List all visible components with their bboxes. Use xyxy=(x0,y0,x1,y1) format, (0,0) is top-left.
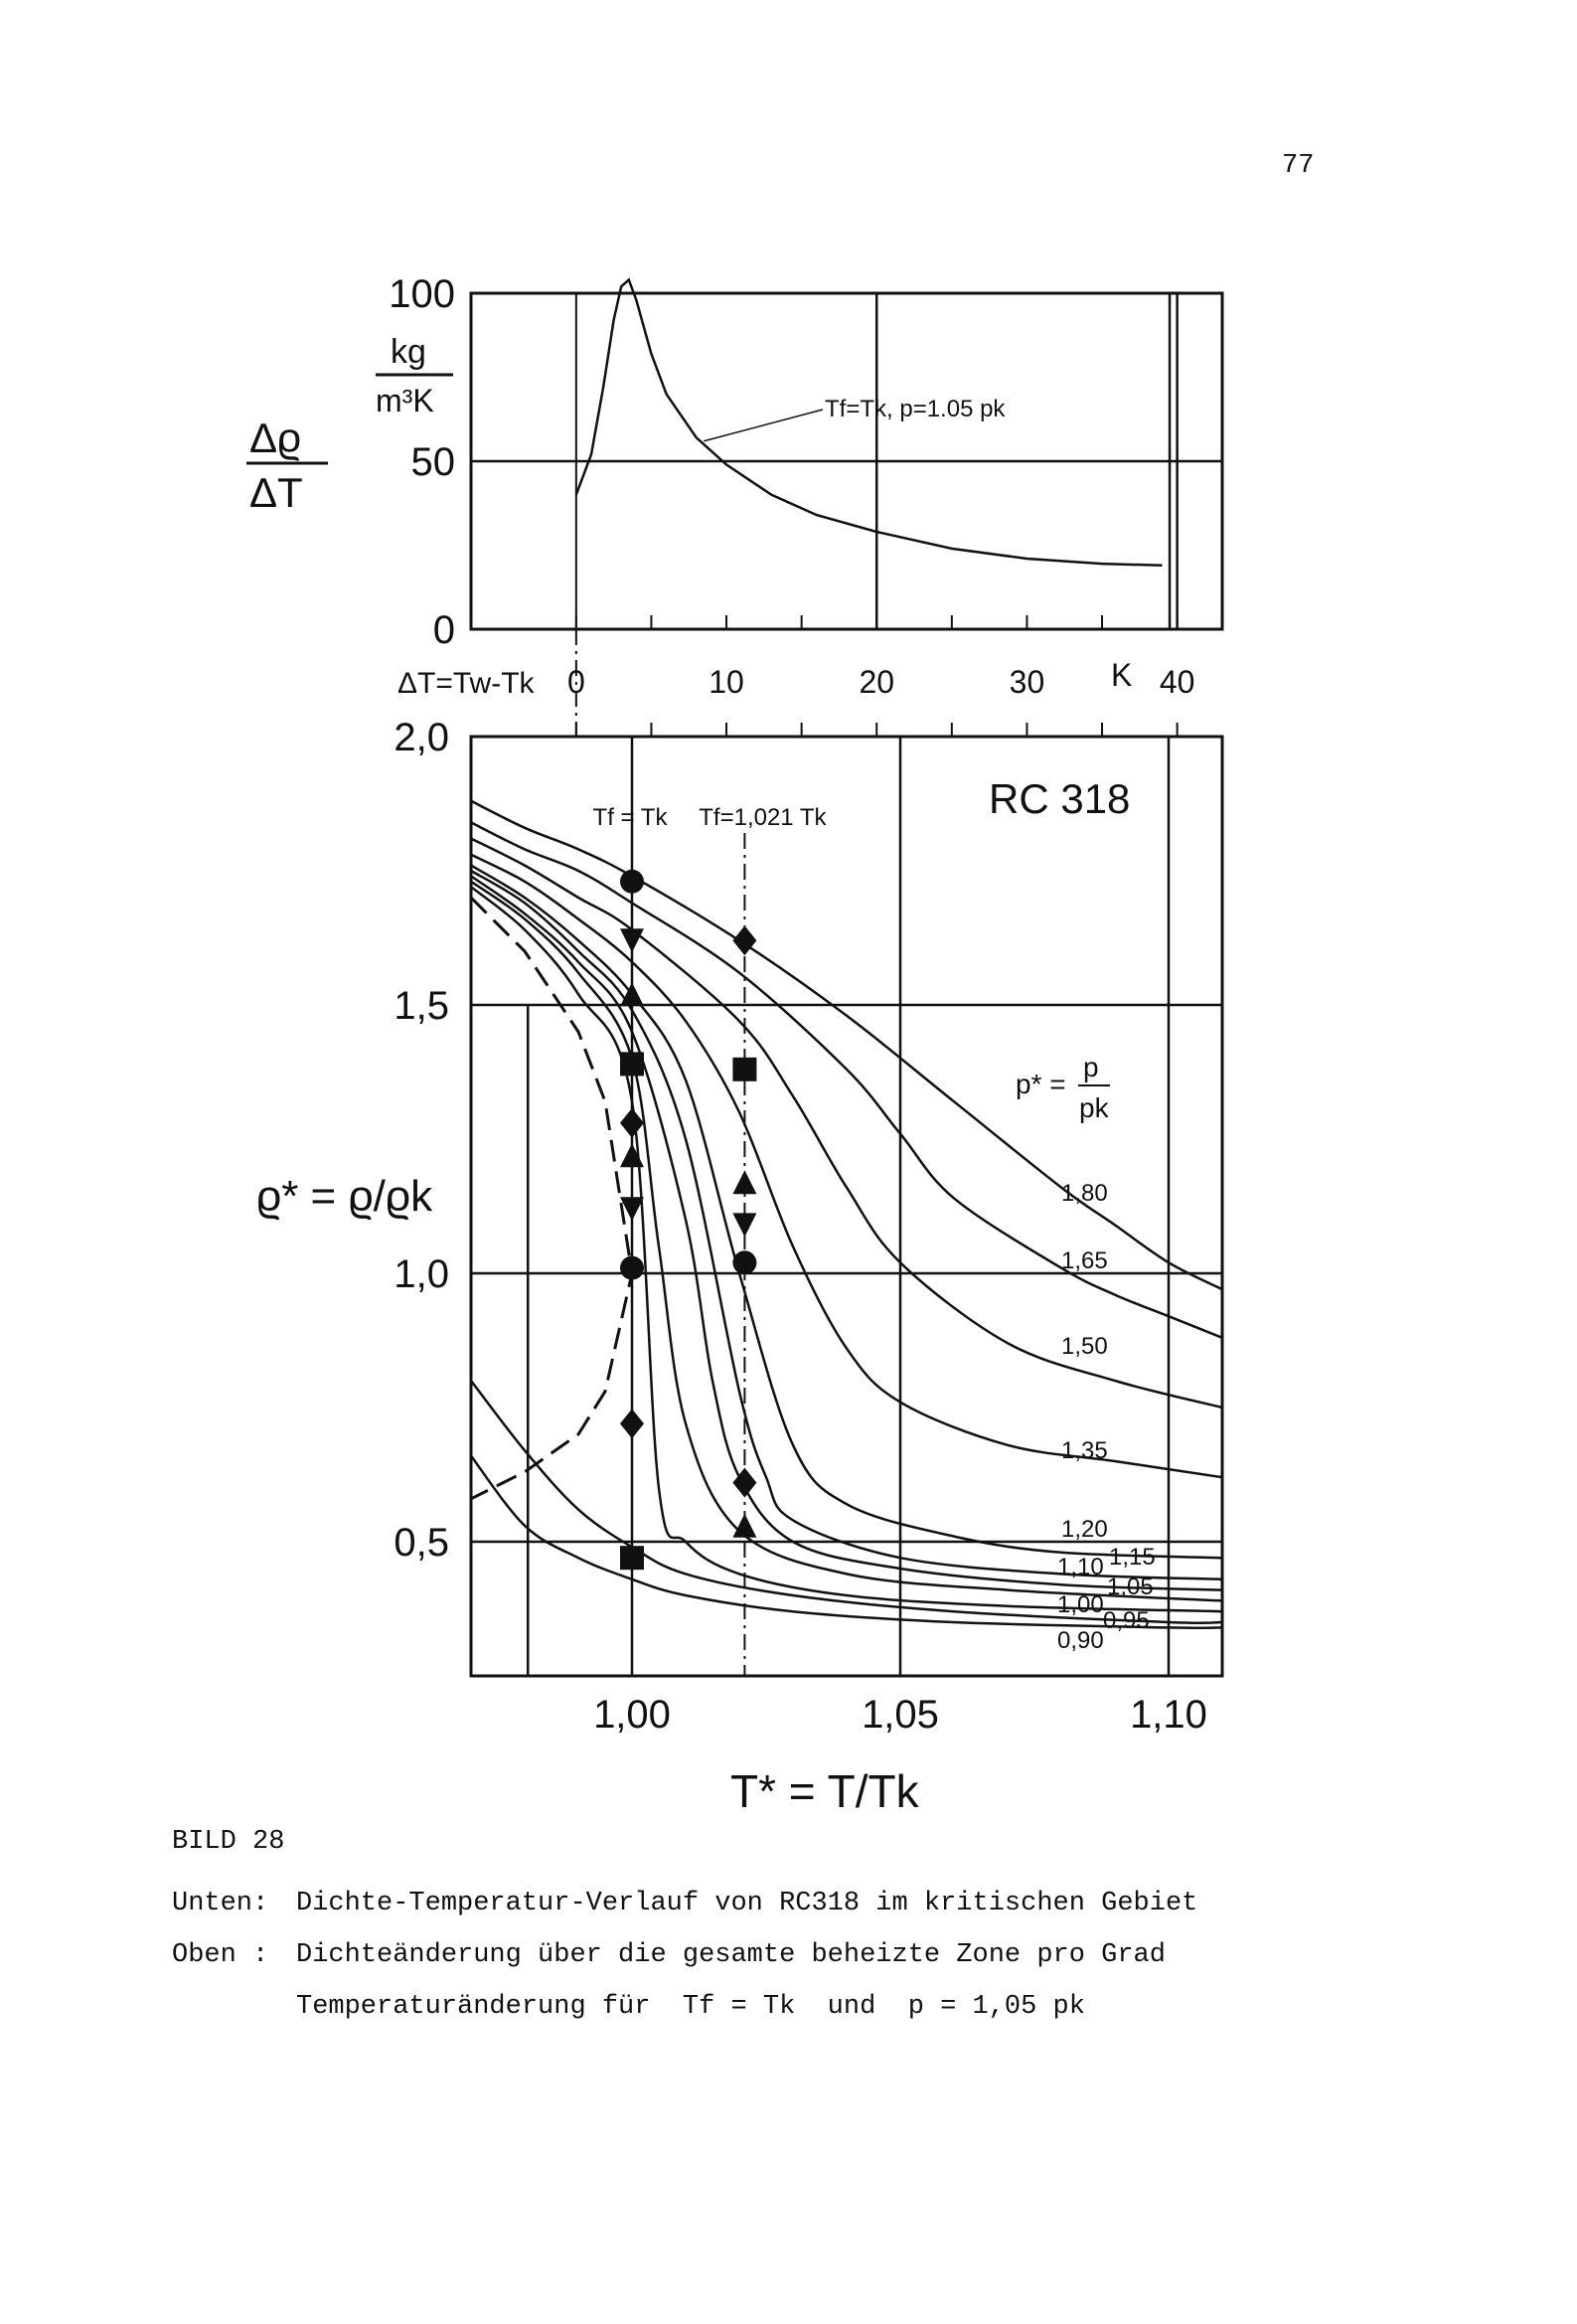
top-x-tick-label: 40 xyxy=(1159,664,1195,700)
top-curve-group xyxy=(576,280,1163,566)
top-xlabel: ΔT=Tw-Tk xyxy=(397,667,535,700)
marker-circle xyxy=(620,870,644,894)
top-annotation: Tf=Tk, p=1.05 pk xyxy=(825,396,1006,422)
marker-diamond xyxy=(620,1409,644,1438)
legend-title-num: p xyxy=(1083,1052,1099,1082)
top-y-tick-label: 0 xyxy=(432,608,455,652)
isobar-label: 1,80 xyxy=(1061,1180,1108,1207)
top-ticks xyxy=(389,272,1194,700)
caption-oben-2: Temperaturänderung für Tf = Tk und p = 1,05 pk xyxy=(296,1992,1085,2022)
top-yunit-num: kg xyxy=(391,333,426,371)
bottom-x-tick-label: 1,00 xyxy=(593,1693,671,1737)
isobar-label: 1,65 xyxy=(1061,1247,1108,1274)
bottom-ticks xyxy=(394,716,1207,1737)
marker-triangle-up xyxy=(732,1170,756,1194)
isobar-label: 1,20 xyxy=(1061,1516,1108,1543)
tf-line-label: Tf = Tk xyxy=(592,804,668,831)
top-yunit-den: m³K xyxy=(376,383,434,418)
isobar-label: 1,10 xyxy=(1057,1554,1104,1580)
bottom-title: RC 318 xyxy=(989,775,1131,822)
top-y-tick-label: 50 xyxy=(410,440,455,484)
marker-triangle-up xyxy=(620,1143,644,1167)
top-x-tick-label: 20 xyxy=(859,664,895,700)
bottom-y-tick-label: 2,0 xyxy=(394,716,449,759)
isobar-label: 1,15 xyxy=(1109,1544,1156,1571)
top-panel xyxy=(246,272,1222,700)
legend-title-den: pk xyxy=(1079,1092,1109,1123)
bottom-grid xyxy=(471,737,1222,1676)
bottom-xlabel: T* = T/Tk xyxy=(730,1765,919,1817)
isobar-curve xyxy=(471,876,1222,1589)
top-xunit: K xyxy=(1111,657,1133,693)
isobar-curves xyxy=(471,801,1222,1628)
page-number: 77 xyxy=(1282,151,1315,181)
bottom-panel xyxy=(256,629,1222,1817)
marker-triangle-down xyxy=(620,928,644,952)
bottom-plot-frame xyxy=(471,737,1222,1676)
top-annotation-leader xyxy=(704,410,823,441)
isobar-curve xyxy=(471,882,1222,1601)
caption-title: BILD 28 xyxy=(172,1827,285,1857)
caption-unten-text: Dichte-Temperatur-Verlauf von RC318 im kritischen Gebiet xyxy=(296,1889,1198,1918)
top-x-tick-label: 10 xyxy=(709,664,744,700)
top-x-tick-label: 0 xyxy=(566,664,585,700)
isobar-label: 1,50 xyxy=(1061,1333,1108,1360)
marker-square xyxy=(620,1546,644,1570)
bottom-x-tick-label: 1,10 xyxy=(1130,1693,1207,1737)
isobar-label: 1,00 xyxy=(1057,1591,1104,1618)
saturation-curve xyxy=(471,898,632,1499)
isobar-curve xyxy=(471,871,1222,1579)
isobar-curve xyxy=(471,855,1222,1477)
marker-circle xyxy=(620,1256,644,1280)
bottom-y-tick-label: 1,5 xyxy=(394,984,449,1028)
caption-oben-key: Oben : xyxy=(172,1940,269,1970)
caption-unten-key: Unten: xyxy=(172,1889,269,1918)
saturation-curve-group xyxy=(471,898,632,1499)
caption-oben xyxy=(172,1940,1166,1970)
top-series-line xyxy=(576,280,1163,566)
marker-circle xyxy=(732,1250,756,1274)
bottom-y-tick-label: 1,0 xyxy=(394,1252,449,1296)
tf-line-label: Tf=1,021 Tk xyxy=(699,804,827,831)
marker-triangle-up xyxy=(732,1514,756,1538)
top-y-tick-label: 100 xyxy=(389,272,455,316)
legend-title-left: p* = xyxy=(1016,1069,1066,1099)
marker-square xyxy=(732,1058,756,1081)
marker-diamond xyxy=(620,1108,644,1138)
top-x-tick-label: 30 xyxy=(1009,664,1045,700)
top-grid xyxy=(471,293,1222,629)
isobar-label: 1,05 xyxy=(1107,1574,1154,1600)
isobar-label: 0,90 xyxy=(1057,1627,1104,1654)
bottom-y-tick-label: 0,5 xyxy=(394,1521,449,1565)
marker-square xyxy=(620,1052,644,1076)
caption-oben-text: Dichteänderung über die gesamte beheizte Zone pro Grad xyxy=(296,1940,1166,1970)
top-ylabel-num: Δϱ xyxy=(249,415,302,461)
isobar-label: 1,35 xyxy=(1061,1437,1108,1464)
top-ylabel-den: ΔT xyxy=(249,469,303,516)
isobar-labels xyxy=(1057,1180,1156,1654)
bottom-ylabel: ϱ* = ϱ/ϱk xyxy=(256,1172,433,1221)
caption-unten xyxy=(172,1889,1197,1918)
isobar-label: 0,95 xyxy=(1103,1607,1150,1634)
bottom-x-tick-label: 1,05 xyxy=(862,1693,939,1737)
marker-triangle-down xyxy=(732,1213,756,1237)
